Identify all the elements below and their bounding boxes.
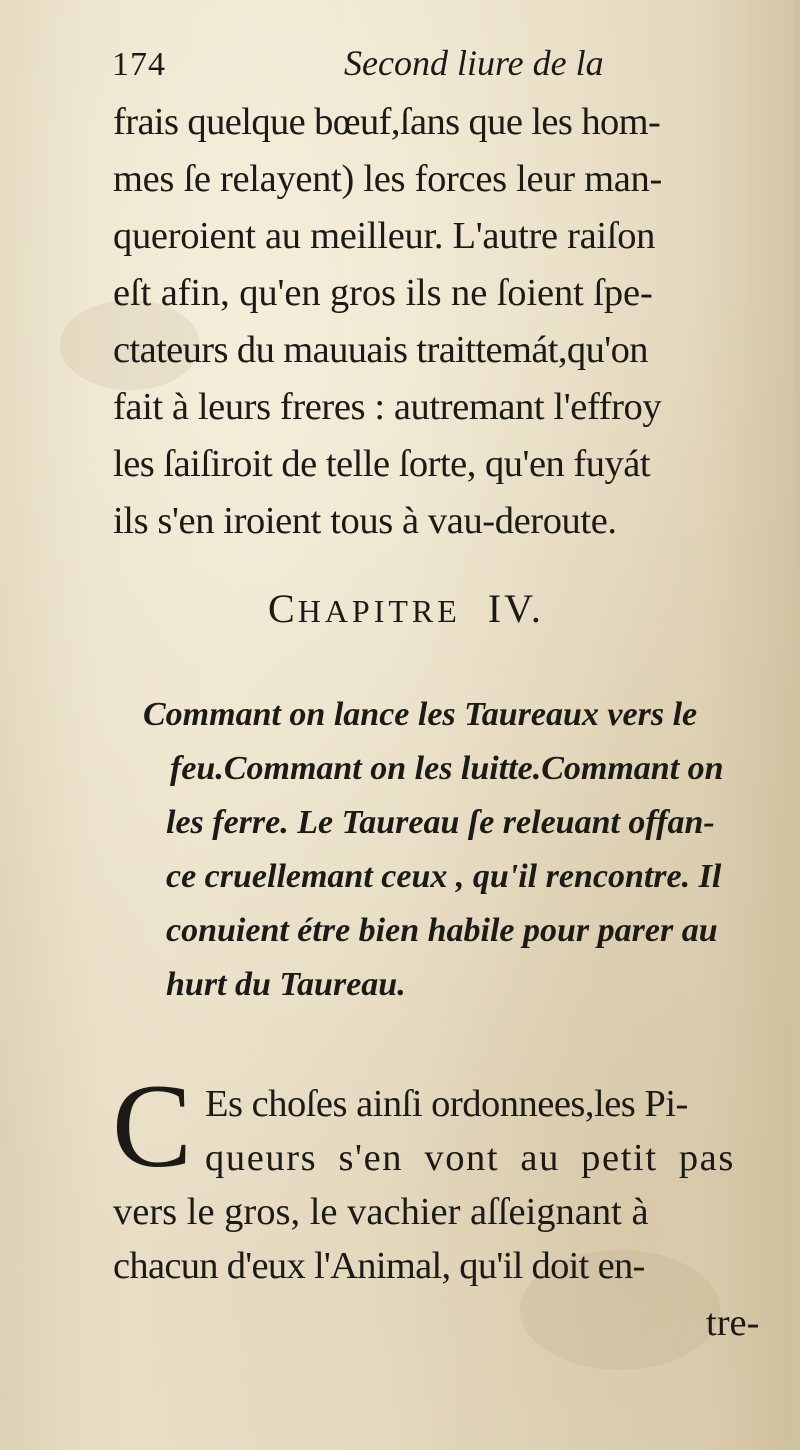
chapter-heading-initial: C — [268, 586, 298, 631]
page-header — [112, 42, 642, 92]
text-line: vers le gros, le vachier aſſeignant à — [113, 1191, 649, 1233]
chapter-number: IV. — [487, 586, 544, 631]
page-number: 174 — [112, 46, 166, 83]
text-line: queurs s'en vont au petit pas — [205, 1137, 735, 1179]
text-line: chacun d'eux l'Animal, qu'il doit en- — [113, 1245, 645, 1287]
text-line: ils s'en iroient tous à vau-deroute. — [113, 500, 617, 542]
drop-cap: C — [112, 1059, 193, 1192]
text-line: fait à leurs freres : autremant l'effroy — [113, 386, 662, 428]
summary-line: conuient étre bien habile pour parer au — [166, 912, 718, 949]
text-line: ctateurs du mauuais traittemát,qu'on — [113, 329, 648, 371]
text-line: queroient au meilleur. L'autre raiſon — [113, 215, 656, 257]
text-line: eſt afin, qu'en gros ils ne ſoient ſpe- — [113, 272, 653, 314]
chapter-heading-word: HAPITRE — [297, 593, 461, 629]
summary-line: Commant on lance les Taureaux vers le — [143, 696, 698, 733]
summary-line: les ferre. Le Taureau ſe releuant offan- — [166, 804, 715, 841]
summary-line: ce cruellemant ceux , qu'il rencontre. Il — [166, 858, 722, 895]
text-line: frais quelque bœuf,ſans que les hom- — [113, 101, 661, 143]
catchword: tre- — [706, 1302, 760, 1344]
text-line: Es choſes ainſi ordonnees,les Pi- — [205, 1083, 688, 1125]
text-line: les ſaiſiroit de telle ſorte, qu'en fuyát — [113, 443, 651, 485]
summary-line: hurt du Taureau. — [166, 966, 406, 1003]
text-line: mes ſe relayent) les forces leur man- — [113, 158, 663, 200]
summary-line: feu.Commant on les luitte.Commant on — [170, 750, 724, 787]
running-head: Second liure de la — [344, 43, 604, 83]
chapter-heading — [268, 585, 544, 632]
